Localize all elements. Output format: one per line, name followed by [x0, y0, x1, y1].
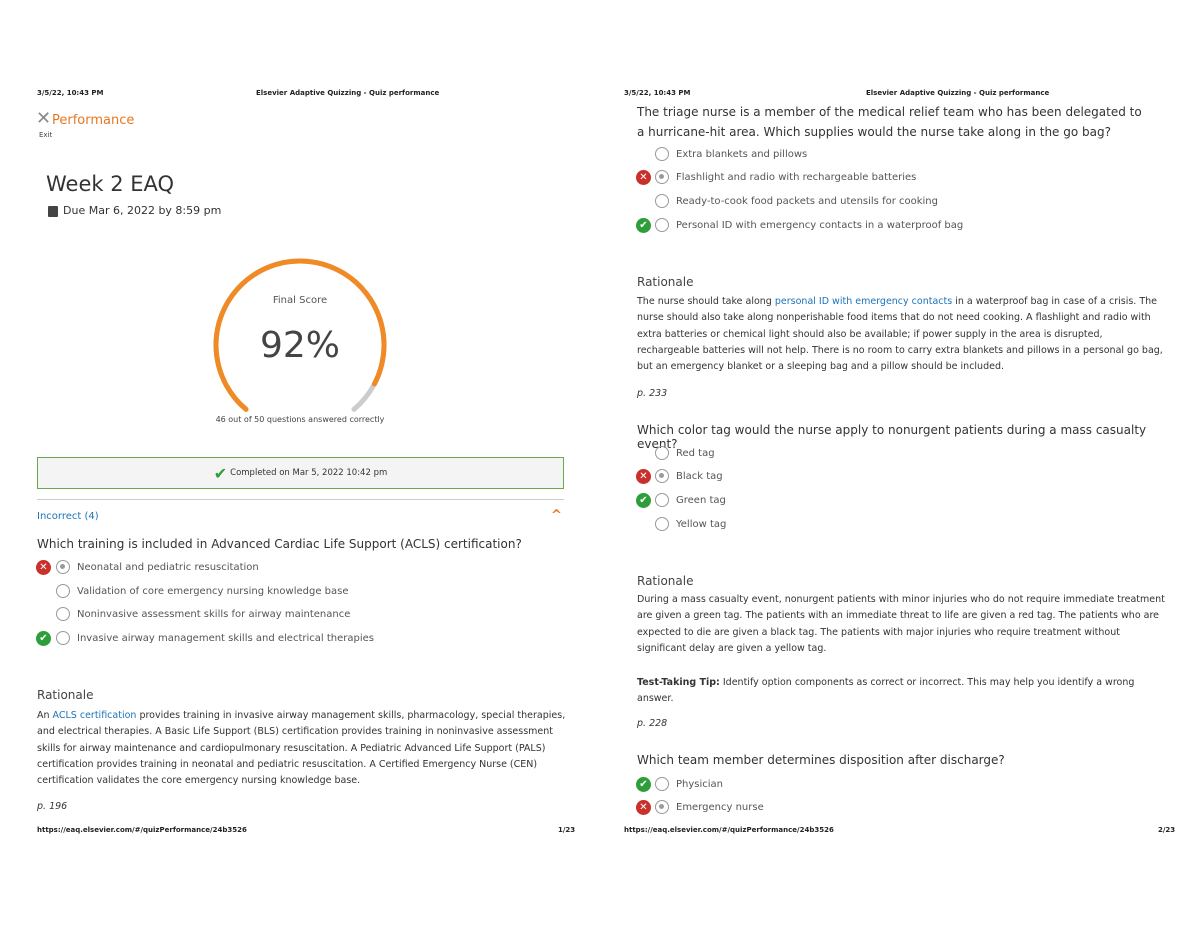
answer-option[interactable]: [655, 147, 807, 161]
rationale-prefix: An: [37, 710, 53, 721]
correct-icon: ✔: [636, 218, 651, 233]
completed-text: Completed on Mar 5, 2022 10:42 pm: [230, 468, 388, 478]
answer-option[interactable]: [655, 469, 723, 483]
radio-button[interactable]: [56, 607, 70, 621]
radio-button[interactable]: [56, 631, 70, 645]
due-date: Due Mar 6, 2022 by 8:59 pm: [63, 204, 222, 217]
tip-text: Identify option components as correct or incorrect. This may help you identify a wrong answer.: [637, 677, 1135, 705]
radio-button[interactable]: [655, 469, 669, 483]
rationale-body: in a waterproof bag in case of a crisis. The nurse should also take along nonperishable food items that do not need cooking. A flashlight and radio with extra batteries or chemical light should also be available; if power supply in the area is disrupted, rechargeable batteries will not help. There is no room to carry extra blankets and pillows in a personal go bag, but an emergency blanket or a sleeping bag and a pillow should be included.: [637, 296, 1163, 373]
answer-option[interactable]: [655, 777, 723, 791]
page-reference: p. 233: [637, 388, 668, 399]
radio-button[interactable]: [655, 194, 669, 208]
correct-icon: ✔: [36, 631, 51, 646]
header-datetime: 3/5/22, 10:43 PM: [37, 89, 104, 97]
option-label: Validation of core emergency nursing knowledge base: [77, 585, 349, 597]
final-score-value: 92%: [259, 325, 340, 366]
header-title: Elsevier Adaptive Quizzing - Quiz performance: [256, 89, 440, 97]
footer-page-number: 2/23: [1158, 826, 1176, 834]
question-text: Which color tag would the nurse apply to nonurgent patients during a mass casualty event?: [637, 423, 1147, 451]
radio-button[interactable]: [655, 517, 669, 531]
answer-option[interactable]: [56, 631, 374, 645]
answer-option[interactable]: [655, 218, 963, 232]
header-title: Elsevier Adaptive Quizzing - Quiz performance: [866, 89, 1050, 97]
rationale-text: During a mass casualty event, nonurgent patients with minor injuries who do not require immediate treatment are given a green tag. The patients with an immediate threat to life are given a red tag. The patients who are expected to die are given a black tag. The patients with major injuries who require treatment without significant delay are given a yellow tag.: [637, 594, 1165, 654]
page-reference: p. 196: [37, 801, 68, 812]
chevron-up-icon[interactable]: ^: [551, 508, 562, 523]
option-label: Green tag: [676, 494, 726, 506]
option-label: Yellow tag: [676, 518, 727, 530]
calendar-icon: [48, 206, 58, 217]
option-label: Emergency nurse: [676, 801, 764, 813]
correct-icon: ✔: [636, 777, 651, 792]
option-label: Personal ID with emergency contacts in a waterproof bag: [676, 219, 964, 231]
radio-button[interactable]: [56, 560, 70, 574]
final-score-label: Final Score: [272, 295, 328, 306]
answer-option[interactable]: [655, 493, 726, 507]
option-label: Invasive airway management skills and electrical therapies: [77, 632, 374, 644]
option-label: Extra blankets and pillows: [676, 148, 808, 160]
footer-url: https://eaq.elsevier.com/#/quizPerformance/24b3526: [624, 826, 834, 834]
answered-count: 46 out of 50 questions answered correctly: [215, 415, 385, 424]
incorrect-icon: ✕: [36, 560, 51, 575]
page-title: Performance: [52, 113, 135, 128]
question-text: Which training is included in Advanced Cardiac Life Support (ACLS) certification?: [37, 537, 522, 551]
exit-link[interactable]: Exit: [39, 131, 53, 139]
option-label: Black tag: [676, 470, 723, 482]
checkmark-icon: ✔: [213, 463, 228, 483]
rationale-link[interactable]: ACLS certification: [52, 710, 137, 721]
radio-button[interactable]: [655, 218, 669, 232]
incorrect-icon: ✕: [636, 469, 651, 484]
rationale-link[interactable]: personal ID with emergency contacts: [774, 296, 953, 307]
answer-option[interactable]: [655, 800, 764, 814]
rationale-prefix: The nurse should take along: [637, 296, 775, 307]
option-label: Ready-to-cook food packets and utensils for cooking: [676, 195, 938, 207]
rationale-body: provides training in invasive airway management skills, pharmacology, special therapies, and electrical therapies. A Basic Life Support (BLS) certification provides training in noninvasive assessment skills for airway maintenance and cardiopulmonary resuscitation. A Pediatric Advanced Life Support (PALS) certification provides training in neonatal and pediatric resuscitation. A Certified Emergency Nurse (CEN) certification validates the core emergency nursing knowledge base.: [37, 710, 566, 787]
radio-button[interactable]: [655, 170, 669, 184]
rationale-text: [37, 708, 567, 789]
completed-banner: [37, 457, 564, 489]
header-datetime: 3/5/22, 10:43 PM: [624, 89, 691, 97]
answer-option[interactable]: [655, 517, 726, 531]
radio-button[interactable]: [655, 493, 669, 507]
question-text: Which team member determines disposition after discharge?: [637, 753, 1005, 767]
page-2: [600, 0, 1200, 927]
answer-option[interactable]: [655, 170, 916, 184]
answer-option[interactable]: [56, 607, 350, 621]
option-label: Neonatal and pediatric resuscitation: [77, 561, 259, 573]
radio-button[interactable]: [56, 584, 70, 598]
answer-option[interactable]: [56, 584, 349, 598]
page-reference: p. 228: [637, 718, 668, 729]
correct-icon: ✔: [636, 493, 651, 508]
answer-option[interactable]: [655, 194, 938, 208]
rationale-heading: Rationale: [637, 275, 694, 289]
answer-option[interactable]: [655, 446, 715, 460]
rationale-heading: Rationale: [37, 688, 94, 702]
incorrect-icon: ✕: [636, 800, 651, 815]
radio-button[interactable]: [655, 147, 669, 161]
incorrect-icon: ✕: [636, 170, 651, 185]
close-x-icon[interactable]: ✕: [36, 108, 52, 129]
quiz-title: Week 2 EAQ: [46, 172, 175, 196]
footer-page-number: 1/23: [558, 826, 576, 834]
radio-button[interactable]: [655, 777, 669, 791]
rationale-heading: Rationale: [637, 574, 694, 588]
radio-button[interactable]: [655, 800, 669, 814]
question-text: The triage nurse is a member of the medical relief team who has been delegated to a hurricane-hit area. Which supplies would the nurse take along in the go bag?: [637, 105, 1142, 139]
test-taking-tip: [637, 675, 1152, 708]
answer-option[interactable]: [56, 560, 259, 574]
radio-button[interactable]: [655, 446, 669, 460]
divider: [37, 499, 564, 500]
option-label: Red tag: [676, 447, 715, 459]
option-label: Physician: [676, 778, 724, 790]
option-label: Flashlight and radio with rechargeable batteries: [676, 171, 917, 183]
tip-label: Test-Taking Tip:: [637, 677, 720, 688]
footer-url: https://eaq.elsevier.com/#/quizPerformance/24b3526: [37, 826, 247, 834]
incorrect-section-toggle[interactable]: Incorrect (4): [37, 511, 99, 522]
option-label: Noninvasive assessment skills for airway maintenance: [77, 608, 351, 620]
rationale-text: [637, 294, 1167, 375]
